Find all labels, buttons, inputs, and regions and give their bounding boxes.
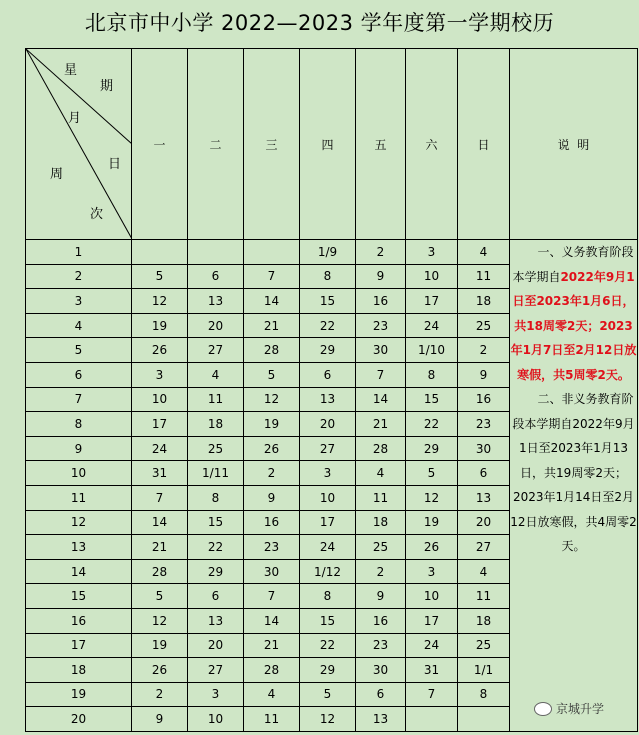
date-cell: 8 (406, 362, 458, 387)
date-cell: 7 (356, 362, 406, 387)
note-p1-highlight: 2022年9月1日至2023年1月6日，共18周零2天；2023年1月7日至2月12日放寒假，共5周零2天。 (510, 269, 637, 382)
date-cell: 18 (188, 412, 244, 437)
date-cell: 14 (244, 608, 300, 633)
date-cell: 19 (406, 510, 458, 535)
date-cell: 18 (458, 608, 510, 633)
date-cell: 21 (244, 633, 300, 658)
week-number-cell: 18 (26, 658, 132, 683)
date-cell: 20 (458, 510, 510, 535)
date-cell (406, 707, 458, 732)
date-cell: 17 (300, 510, 356, 535)
date-cell: 5 (132, 584, 188, 609)
date-cell: 25 (458, 633, 510, 658)
date-cell: 6 (188, 264, 244, 289)
calendar-body (26, 240, 638, 732)
date-cell: 4 (188, 362, 244, 387)
date-cell: 10 (406, 264, 458, 289)
page-title: 北京市中小学 2022—2023 学年度第一学期校历 (84, 11, 555, 35)
week-number-cell: 2 (26, 264, 132, 289)
corner-label-ri: 日 (108, 157, 122, 172)
date-cell: 11 (244, 707, 300, 732)
corner-label-ci: 次 (90, 207, 104, 222)
date-cell: 17 (406, 608, 458, 633)
date-cell: 7 (406, 682, 458, 707)
week-number-cell: 15 (26, 584, 132, 609)
date-cell: 2 (458, 338, 510, 363)
date-cell: 23 (356, 313, 406, 338)
date-cell: 22 (188, 535, 244, 560)
date-cell: 13 (300, 387, 356, 412)
date-cell: 29 (300, 658, 356, 683)
date-cell (188, 240, 244, 265)
weekday-header-mon: 一 (132, 49, 188, 240)
date-cell: 23 (244, 535, 300, 560)
date-cell: 23 (356, 633, 406, 658)
date-cell: 20 (188, 633, 244, 658)
date-cell: 19 (244, 412, 300, 437)
diagonal-corner-cell (26, 49, 132, 240)
date-cell: 8 (188, 485, 244, 510)
date-cell: 30 (244, 559, 300, 584)
date-cell: 3 (300, 461, 356, 486)
date-cell: 4 (244, 682, 300, 707)
week-number-cell: 1 (26, 240, 132, 265)
corner-label-xing: 星 (64, 63, 78, 78)
date-cell: 15 (188, 510, 244, 535)
date-cell: 19 (132, 313, 188, 338)
date-cell: 25 (458, 313, 510, 338)
date-cell: 30 (458, 436, 510, 461)
date-cell: 26 (406, 535, 458, 560)
date-cell (244, 240, 300, 265)
date-cell: 15 (300, 289, 356, 314)
week-number-cell: 10 (26, 461, 132, 486)
date-cell: 26 (132, 658, 188, 683)
note-paragraph-1 (510, 240, 637, 387)
date-cell: 3 (188, 682, 244, 707)
date-cell: 21 (244, 313, 300, 338)
date-cell: 25 (356, 535, 406, 560)
date-cell: 4 (458, 240, 510, 265)
date-cell: 8 (300, 584, 356, 609)
date-cell: 9 (356, 584, 406, 609)
wechat-icon (534, 702, 552, 716)
watermark (534, 700, 604, 717)
date-cell: 14 (132, 510, 188, 535)
date-cell: 2 (356, 559, 406, 584)
week-number-cell: 8 (26, 412, 132, 437)
date-cell: 27 (300, 436, 356, 461)
date-cell: 22 (406, 412, 458, 437)
date-cell: 24 (300, 535, 356, 560)
date-cell: 1/9 (300, 240, 356, 265)
date-cell: 4 (458, 559, 510, 584)
date-cell: 27 (458, 535, 510, 560)
date-cell: 17 (406, 289, 458, 314)
date-cell: 9 (244, 485, 300, 510)
date-cell: 10 (188, 707, 244, 732)
watermark-text: 京城升学 (556, 702, 605, 716)
date-cell: 29 (300, 338, 356, 363)
date-cell: 11 (458, 584, 510, 609)
weekday-header-sat: 六 (406, 49, 458, 240)
date-cell: 1/1 (458, 658, 510, 683)
note-header: 说 明 (510, 49, 638, 240)
date-cell: 7 (132, 485, 188, 510)
date-cell: 15 (406, 387, 458, 412)
date-cell: 12 (132, 608, 188, 633)
week-number-cell: 14 (26, 559, 132, 584)
date-cell: 18 (356, 510, 406, 535)
date-cell: 3 (406, 240, 458, 265)
date-cell: 17 (132, 412, 188, 437)
date-cell: 6 (458, 461, 510, 486)
date-cell: 12 (244, 387, 300, 412)
date-cell: 24 (406, 313, 458, 338)
date-cell: 13 (188, 608, 244, 633)
date-cell: 21 (356, 412, 406, 437)
note-p1-intro: 一、义务教育阶段本学期自 (512, 245, 634, 284)
weekday-header-tue: 二 (188, 49, 244, 240)
week-number-cell: 7 (26, 387, 132, 412)
date-cell: 1/12 (300, 559, 356, 584)
school-calendar-table (25, 48, 638, 732)
date-cell: 24 (132, 436, 188, 461)
date-cell: 10 (300, 485, 356, 510)
date-cell: 4 (356, 461, 406, 486)
date-cell: 25 (188, 436, 244, 461)
date-cell: 8 (300, 264, 356, 289)
date-cell: 12 (132, 289, 188, 314)
date-cell: 30 (356, 338, 406, 363)
week-number-cell: 12 (26, 510, 132, 535)
diagonal-lines (26, 49, 132, 239)
date-cell: 8 (458, 682, 510, 707)
week-number-cell: 11 (26, 485, 132, 510)
date-cell: 15 (300, 608, 356, 633)
date-cell: 6 (356, 682, 406, 707)
note-paragraph-2 (510, 387, 637, 559)
week-number-cell: 17 (26, 633, 132, 658)
date-cell: 22 (300, 313, 356, 338)
weekday-header-thu: 四 (300, 49, 356, 240)
date-cell: 9 (356, 264, 406, 289)
date-cell: 19 (132, 633, 188, 658)
date-cell: 12 (300, 707, 356, 732)
week-number-cell: 13 (26, 535, 132, 560)
date-cell: 2 (132, 682, 188, 707)
date-cell: 28 (356, 436, 406, 461)
header-row (26, 49, 638, 240)
date-cell: 28 (132, 559, 188, 584)
date-cell: 29 (406, 436, 458, 461)
date-cell: 29 (188, 559, 244, 584)
corner-label-yue: 月 (68, 111, 82, 126)
date-cell (458, 707, 510, 732)
date-cell: 16 (356, 608, 406, 633)
week-number-cell: 20 (26, 707, 132, 732)
date-cell: 14 (356, 387, 406, 412)
weekday-header-sun: 日 (458, 49, 510, 240)
date-cell: 13 (458, 485, 510, 510)
date-cell: 16 (244, 510, 300, 535)
week-number-cell: 6 (26, 362, 132, 387)
date-cell: 10 (406, 584, 458, 609)
date-cell: 10 (132, 387, 188, 412)
date-cell: 9 (132, 707, 188, 732)
week-number-cell: 5 (26, 338, 132, 363)
date-cell: 1/10 (406, 338, 458, 363)
date-cell: 3 (132, 362, 188, 387)
date-cell: 5 (132, 264, 188, 289)
date-cell: 26 (132, 338, 188, 363)
date-cell: 16 (356, 289, 406, 314)
date-cell: 27 (188, 338, 244, 363)
date-cell: 28 (244, 658, 300, 683)
date-cell: 20 (300, 412, 356, 437)
date-cell: 30 (356, 658, 406, 683)
week-number-cell: 3 (26, 289, 132, 314)
weekday-header-wed: 三 (244, 49, 300, 240)
date-cell: 5 (244, 362, 300, 387)
note-p2-text: 二、非义务教育阶段本学期自2022年9月1日至2023年1月13日，共19周零2天；2023年1月14日至2月12日放寒假，共4周零2天。 (510, 392, 637, 553)
date-cell: 9 (458, 362, 510, 387)
date-cell: 6 (300, 362, 356, 387)
week-number-cell: 4 (26, 313, 132, 338)
date-cell: 28 (244, 338, 300, 363)
date-cell: 11 (188, 387, 244, 412)
weekday-header-fri: 五 (356, 49, 406, 240)
date-cell: 16 (458, 387, 510, 412)
date-cell: 5 (406, 461, 458, 486)
date-cell: 18 (458, 289, 510, 314)
date-cell: 3 (406, 559, 458, 584)
date-cell: 24 (406, 633, 458, 658)
note-cell (510, 240, 638, 732)
date-cell: 2 (356, 240, 406, 265)
date-cell: 27 (188, 658, 244, 683)
week-number-cell: 16 (26, 608, 132, 633)
date-cell: 7 (244, 264, 300, 289)
date-cell: 22 (300, 633, 356, 658)
date-cell: 2 (244, 461, 300, 486)
date-cell (132, 240, 188, 265)
date-cell: 1/11 (188, 461, 244, 486)
date-cell: 31 (132, 461, 188, 486)
date-cell: 11 (458, 264, 510, 289)
date-cell: 21 (132, 535, 188, 560)
date-cell: 26 (244, 436, 300, 461)
corner-label-zhou: 周 (50, 167, 64, 182)
date-cell: 13 (356, 707, 406, 732)
date-cell: 13 (188, 289, 244, 314)
week-number-cell: 9 (26, 436, 132, 461)
date-cell: 20 (188, 313, 244, 338)
date-cell: 11 (356, 485, 406, 510)
date-cell: 6 (188, 584, 244, 609)
corner-label-qi: 期 (100, 79, 114, 94)
date-cell: 23 (458, 412, 510, 437)
table-row (26, 240, 638, 265)
date-cell: 14 (244, 289, 300, 314)
date-cell: 31 (406, 658, 458, 683)
date-cell: 5 (300, 682, 356, 707)
week-number-cell: 19 (26, 682, 132, 707)
date-cell: 12 (406, 485, 458, 510)
date-cell: 7 (244, 584, 300, 609)
